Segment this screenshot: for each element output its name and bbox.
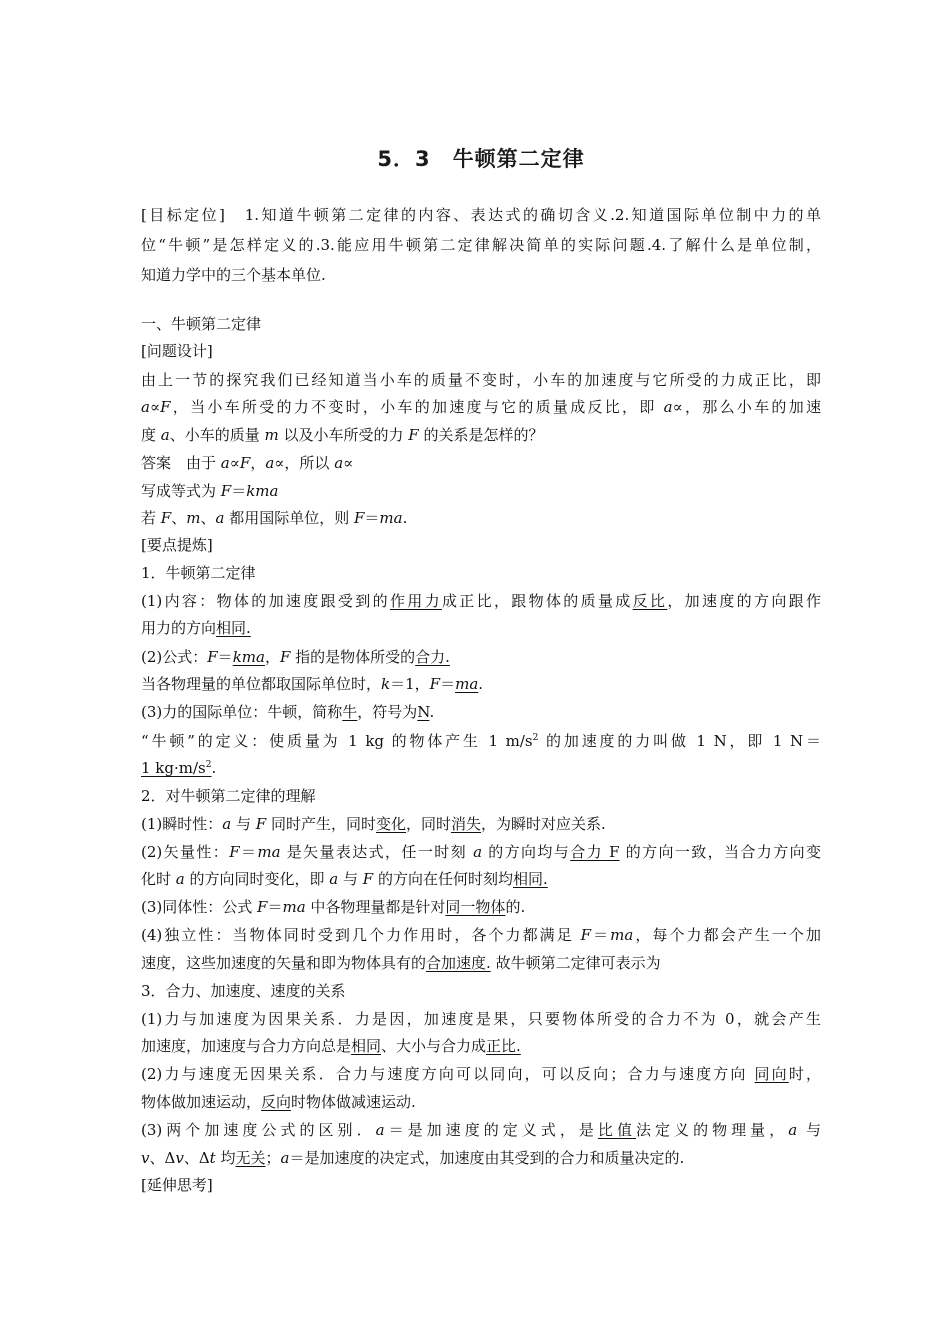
text: 都用国际单位，则 <box>224 509 354 527</box>
text: . <box>402 509 408 527</box>
text: 、 <box>171 509 187 527</box>
text: 的方向一致，当合力方向变 <box>619 843 821 861</box>
var: a <box>141 398 150 416</box>
relation-line-5 <box>141 1120 821 1140</box>
text: 同时产生，同时 <box>266 815 376 833</box>
var: F <box>220 482 232 500</box>
var: k <box>381 675 391 693</box>
blank-answer: 相同 <box>351 1037 382 1055</box>
text: ，加速度的方向跟作 <box>667 592 821 610</box>
text: 成正比，跟物体的质量成 <box>441 592 633 610</box>
text: ； <box>265 1149 281 1167</box>
superscript: 2 <box>205 760 212 770</box>
text: ∝，所以 <box>274 454 335 472</box>
var: ma <box>610 926 634 944</box>
law-formula-line <box>141 647 821 667</box>
text: (3)两个加速度公式的区别． <box>141 1121 376 1139</box>
text: 与 <box>338 870 363 888</box>
var: ma <box>282 898 306 916</box>
blank-answer: 无关 <box>235 1149 266 1167</box>
text: 法定义的物理量， <box>635 1121 789 1139</box>
question-line-1: 由上一节的探究我们已经知道当小车的质量不变时，小车的加速度与它所受的力成正比，即 <box>141 371 821 389</box>
text: 加速度，加速度与合力方向总是 <box>141 1037 352 1055</box>
newton-definition-line-1 <box>141 731 821 751</box>
var: a <box>473 843 483 861</box>
text: ，当小车所受的力不变时，小车的加速度与它的质量成反比，即 <box>170 398 664 416</box>
law-heading: 1．牛顿第二定律 <box>141 564 256 582</box>
text: “牛顿”的定义：使质量为 1 kg 的物体产生 1 m/s <box>141 732 533 750</box>
var: a <box>788 1121 798 1139</box>
text: 与 <box>797 1121 821 1139</box>
text: (3)同体性：公式 <box>141 898 258 916</box>
blank-answer <box>141 759 211 777</box>
text: (2)力与速度无因果关系．合力与速度方向可以同向，可以反向；合力与速度方向 <box>141 1065 755 1083</box>
var: a <box>334 454 344 472</box>
var: F <box>362 870 374 888</box>
text: 、Δ <box>149 1149 176 1167</box>
law-content-line-1 <box>141 591 821 611</box>
var: F <box>429 675 441 693</box>
blank-answer: 牛 <box>342 703 358 721</box>
text: (3)力的国际单位：牛顿，简称 <box>141 703 343 721</box>
text: (1)瞬时性： <box>141 815 223 833</box>
text: 若 <box>141 509 161 527</box>
var: a <box>265 454 275 472</box>
text: 、Δ <box>183 1149 210 1167</box>
independence-line-1 <box>141 925 821 945</box>
text: 与 <box>231 815 256 833</box>
blank-answer: 正比. <box>486 1037 521 1055</box>
text: ∝ <box>343 454 354 472</box>
text: 的加速度的力叫做 1 N，即 1 N＝ <box>538 732 821 750</box>
text: ∝，那么小车的加速 <box>672 398 821 416</box>
text: 时， <box>788 1065 821 1083</box>
text: . <box>478 675 484 693</box>
same-body-line <box>141 897 821 917</box>
text: 、 <box>200 509 216 527</box>
text: ＝ <box>267 898 283 916</box>
problem-design-label: [问题设计] <box>141 342 213 360</box>
text: ＝ <box>231 482 247 500</box>
text: 的. <box>505 898 526 916</box>
var: F <box>580 926 592 944</box>
relation-line-1: (1)力与加速度为因果关系．力是因，加速度是果，只要物体所受的合力不为 0，就会产生 <box>141 1010 821 1028</box>
text: ∝ <box>229 454 240 472</box>
text: (1)内容：物体的加速度跟受到的 <box>141 592 390 610</box>
blank-answer: 合力. <box>415 648 450 666</box>
blank-answer: 同向 <box>754 1065 789 1083</box>
blank-answer: 相同. <box>216 619 251 637</box>
blank-answer: 同一物体 <box>445 898 506 916</box>
page-title: 5．3 牛顿第二定律 <box>377 147 585 171</box>
text: ，为瞬时对应关系. <box>481 815 606 833</box>
text: . <box>211 759 217 777</box>
var: F <box>160 509 172 527</box>
blank-answer: N <box>417 703 430 721</box>
blank-answer: 作用力 <box>389 592 442 610</box>
blank-answer: 反比 <box>632 592 668 610</box>
var: a <box>222 815 232 833</box>
text: ＝ <box>239 843 258 861</box>
superscript: 2 <box>532 733 539 743</box>
text: ＝1， <box>390 675 430 693</box>
text: 写成等式为 <box>141 482 221 500</box>
text: . <box>429 703 435 721</box>
text: 物体做加速运动， <box>141 1093 262 1111</box>
blank-answer: ma <box>455 675 479 693</box>
var: a <box>220 454 230 472</box>
goal-line-1: [目标定位] 1.知道牛顿第二定律的内容、表达式的确切含义.2.知道国际单位制中力的单 <box>141 206 821 224</box>
text: ， <box>250 454 266 472</box>
blank-answer: 合加速度. <box>426 954 491 972</box>
text: 的方向同时变化，即 <box>184 870 330 888</box>
text: (2)公式： <box>141 648 208 666</box>
var: F <box>229 843 240 861</box>
text: ， <box>264 648 280 666</box>
text: 用力的方向 <box>141 619 217 637</box>
text: 中各物理量都是针对 <box>305 898 446 916</box>
text: 的关系是怎样的？ <box>418 426 544 444</box>
var: a <box>663 398 673 416</box>
var: F <box>207 648 218 666</box>
blank-answer: kma <box>232 648 265 666</box>
text: 均 <box>215 1149 236 1167</box>
text: 1 kg·m/s <box>141 759 206 777</box>
question-line-3 <box>141 425 821 445</box>
si-units-line <box>141 508 821 528</box>
var: F <box>408 426 419 444</box>
var: a <box>375 1121 385 1139</box>
text: 化时 <box>141 870 176 888</box>
blank-answer: 相同. <box>512 870 548 888</box>
relation-line-3 <box>141 1064 821 1084</box>
goal-line-3: 知道力学中的三个基本单位. <box>141 266 326 284</box>
text: 速度，这些加速度的矢量和即为物体具有的 <box>141 954 427 972</box>
var: m <box>186 509 201 527</box>
vector-line-2 <box>141 869 821 889</box>
text: ＝ <box>440 675 456 693</box>
blank-answer: 比值 <box>597 1121 636 1139</box>
key-points-label: [要点提炼] <box>141 536 213 554</box>
independence-line-2 <box>141 953 821 973</box>
relation-heading: 3．合力、加速度、速度的关系 <box>141 982 346 1000</box>
text: (2)矢量性： <box>141 843 230 861</box>
question-line-2 <box>141 397 821 417</box>
var: F <box>279 648 291 666</box>
law-content-line-2 <box>141 618 821 638</box>
text: 是矢量表达式，任一时刻 <box>280 843 474 861</box>
instantaneity-line <box>141 814 821 834</box>
text: ，每个力都会产生一个加 <box>633 926 821 944</box>
var: F <box>239 454 251 472</box>
goal-line-2: 位“牛顿”是怎样定义的.3.能应用牛顿第二定律解决简单的实际问题.4.了解什么是单位制， <box>141 236 821 254</box>
var: F <box>257 898 268 916</box>
relation-line-4 <box>141 1092 821 1112</box>
var: kma <box>246 482 279 500</box>
understanding-heading: 2．对牛顿第二定律的理解 <box>141 787 316 805</box>
blank-answer: 变化 <box>375 815 406 833</box>
var: a <box>175 870 185 888</box>
blank-answer: 合力 F <box>570 843 620 861</box>
text: 以及小车所受的力 <box>278 426 409 444</box>
var: v <box>141 1149 150 1167</box>
var: a <box>160 426 170 444</box>
newton-definition-line-2 <box>141 758 821 778</box>
text: 度 <box>141 426 161 444</box>
var: v <box>175 1149 184 1167</box>
answer-line <box>141 453 821 473</box>
var: t <box>209 1149 216 1167</box>
text: ，符号为 <box>357 703 418 721</box>
equation-line <box>141 481 821 501</box>
text: 故牛顿第二定律可表示为 <box>490 954 661 972</box>
text: 、大小与合力成 <box>381 1037 487 1055</box>
text: 的方向在任何时刻均 <box>373 870 513 888</box>
text: ，同时 <box>405 815 451 833</box>
text: 指的是物体所受的 <box>290 648 416 666</box>
text: ＝ <box>591 926 611 944</box>
text: 的方向均与 <box>482 843 571 861</box>
text: (4)独立性：当物体同时受到几个力作用时，各个力都满足 <box>141 926 581 944</box>
var: m <box>264 426 279 444</box>
extended-thinking-label: [延伸思考] <box>141 1176 213 1194</box>
relation-line-6 <box>141 1148 821 1168</box>
blank-answer: 反向 <box>261 1093 292 1111</box>
text: 答案 由于 <box>141 454 221 472</box>
relation-line-2 <box>141 1036 821 1056</box>
text: ＝是加速度的决定式，加速度由其受到的合力和质量决定的. <box>289 1149 685 1167</box>
text: 当各物理量的单位都取国际单位时， <box>141 675 382 693</box>
var: ma <box>257 843 281 861</box>
section-heading: 一、牛顿第二定律 <box>141 315 262 333</box>
law-k-line <box>141 674 821 694</box>
text: 、小车的质量 <box>169 426 265 444</box>
text: ＝ <box>217 648 233 666</box>
var: a <box>215 509 225 527</box>
text: 时物体做减速运动. <box>291 1093 416 1111</box>
text: ＝ <box>364 509 380 527</box>
text: ＝是加速度的定义式，是 <box>384 1121 598 1139</box>
vector-line-1 <box>141 842 821 862</box>
var: a <box>329 870 339 888</box>
blank-answer: 消失 <box>450 815 481 833</box>
var: ma <box>379 509 403 527</box>
var: a <box>280 1149 290 1167</box>
law-unit-line <box>141 702 821 722</box>
var: F <box>353 509 365 527</box>
var: F <box>160 398 171 416</box>
var: F <box>255 815 267 833</box>
text: ∝ <box>149 398 161 416</box>
